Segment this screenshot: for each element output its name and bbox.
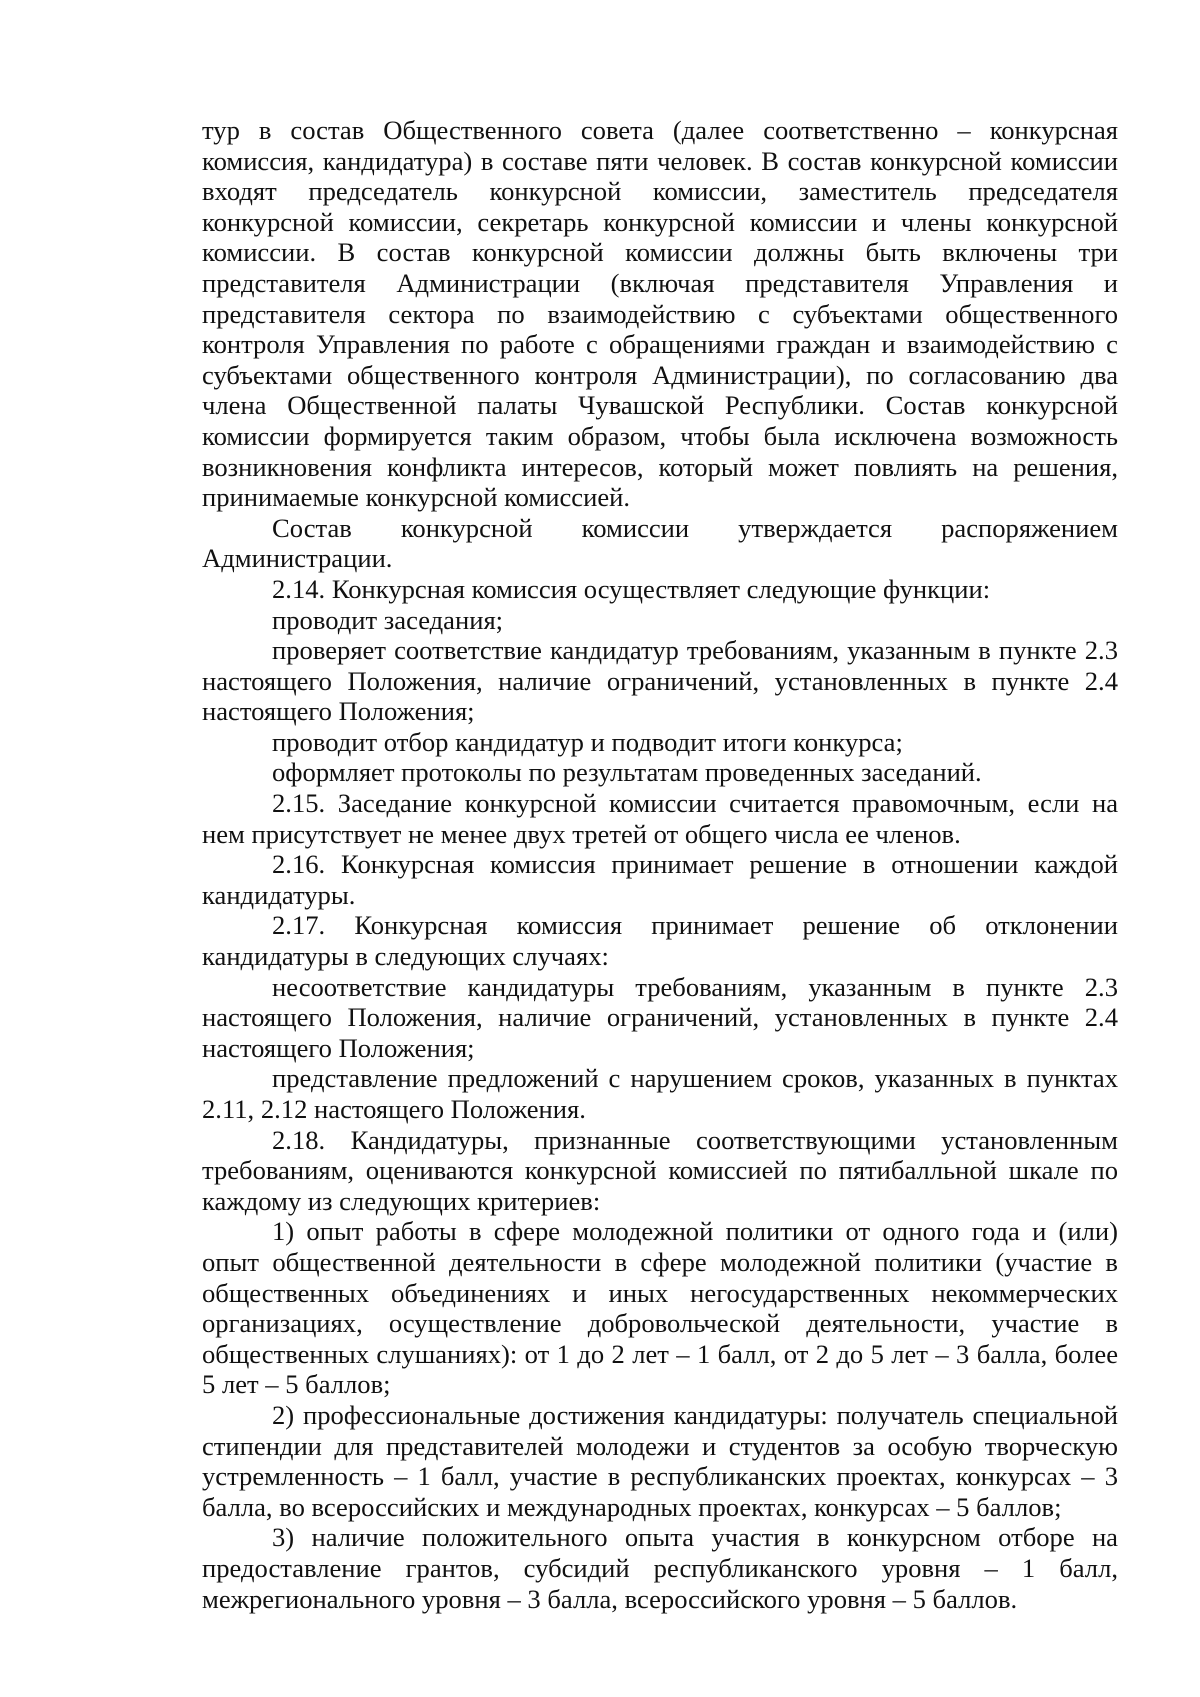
paragraph-2-16: 2.16. Конкурсная комиссия принимает решение в отношении каждой кандидатуры. [202,849,1118,910]
list-item-2-14-selection: проводит отбор кандидатур и подводит итоги конкурса; [272,726,903,757]
list-item-2-14-protocols: оформляет протоколы по результатам проведенных заседаний. [272,757,982,788]
paragraph-composition-approval: Состав конкурсной комиссии утверждается распоряжением Администрации. [202,512,1118,574]
list-item-2-17-mismatch: несоответствие кандидатуры требованиям, указанным в пункте 2.3 настоящего Положения, наличие ограничений, установленных в пункте 2.4 настоящего Положения; [202,971,1118,1063]
paragraph-2-14: 2.14. Конкурсная комиссия осуществляет следующие функции: [272,573,991,604]
list-item-2-14-meetings: проводит заседания; [272,604,504,635]
paragraph-2-15: 2.15. Заседание конкурсной комиссии считается правомочным, если на нем присутствует не менее двух третей от общего числа ее членов. [202,788,1118,849]
criterion-1-experience: 1) опыт работы в сфере молодежной политики от одного года и (или) опыт общественной деятельности в сфере молодежной политики (участие в общественных объединениях и иных негосударственных некоммерческих организациях, осуществление добровольческой деятельности, участие в общественных слушаниях): от 1 до 2 лет – 1 балл, от 2 до 5 лет – 3 балла, более 5 лет – 5 баллов; [202,1216,1118,1400]
list-item-2-14-checks: проверяет соответствие кандидатур требованиям, указанным в пункте 2.3 настоящего Положения, наличие ограничений, установленных в пункте 2.4 настоящего Положения; [202,635,1118,727]
paragraph-2-18: 2.18. Кандидатуры, признанные соответствующими установленным требованиям, оцениваются конкурсной комиссией по пятибалльной шкале по каждому из следующих критериев: [202,1124,1118,1216]
paragraph-2-17: 2.17. Конкурсная комиссия принимает решение об отклонении кандидатуры в следующих случаях: [202,910,1118,972]
criterion-3-grants: 3) наличие положительного опыта участия в конкурсном отборе на предоставление грантов, субсидий республиканского уровня – 1 балл, межрегионального уровня – 3 балла, всероссийского уровня – 5 баллов. [202,1522,1118,1614]
criterion-2-achievements: 2) профессиональные достижения кандидатуры: получатель специальной стипендии для представителей молодежи и студентов за особую творческую устремленность – 1 балл, участие в республиканских проектах, конкурсах – 3 балла, во всероссийских и международных проектах, конкурсах – 5 баллов; [202,1399,1118,1522]
document-body [202,115,1118,1614]
paragraph-intro-continuation: тур в состав Общественного совета (далее соответственно – конкурсная комиссия, кандидатура) в составе пяти человек. В состав конкурсной комиссии входят председатель конкурсной комиссии, заместитель председателя конкурсной комиссии, секретарь конкурсной комиссии и члены конкурсной комиссии. В состав конкурсной комиссии должны быть включены три представителя Администрации (включая представителя Управления и представителя сектора по взаимодействию с субъектами общественного контроля Управления по работе с обращениями граждан и взаимодействию с субъектами общественного контроля Администрации), по согласованию два члена Общественной палаты Чувашской Республики. Состав конкурсной комиссии формируется таким образом, чтобы была исключена возможность возникновения конфликта интересов, который может повлиять на решения, принимаемые конкурсной комиссией. [202,115,1118,513]
list-item-2-17-deadline: представление предложений с нарушением сроков, указанных в пунктах 2.11, 2.12 настоящего Положения. [202,1063,1118,1124]
